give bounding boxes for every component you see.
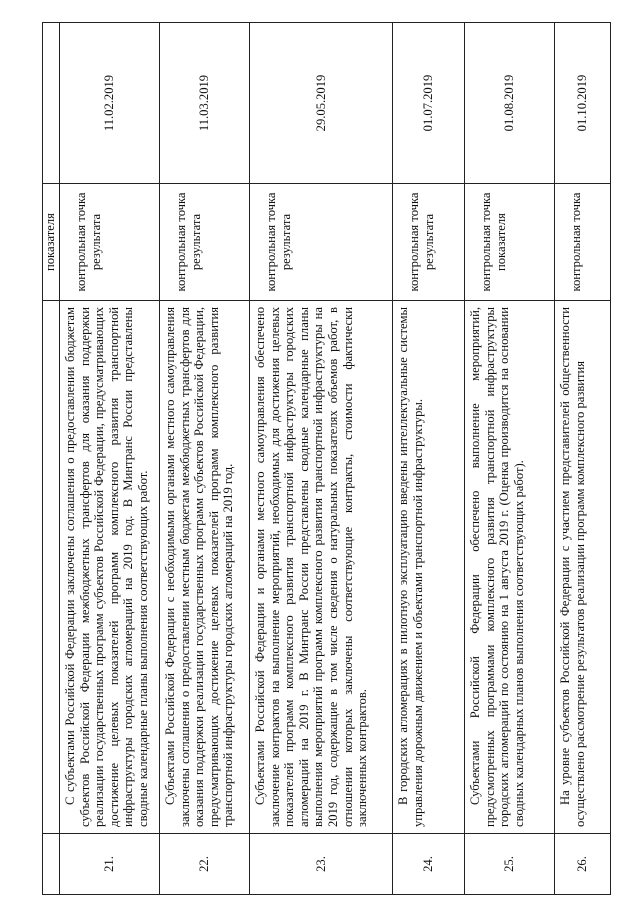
row-type: контрольная точка <box>555 184 611 301</box>
table-row <box>60 23 160 895</box>
row-description: Субъектами Российской Федерации и органами местного самоуправления обеспечено заключение контрактов на выполнение мероприятий, необходимых для достижения целевых показателей программ комплексного развития транспортной инфраструктуры городских агломераций на 2019 г. В Минтранс России представлены сводные календарные планы выполнения мероприятий программ комплексного развития транспортной инфраструктуры на 2019 год, содержащие в том числе сведения о натуральных показателях объемов работ, в отношении которых заключены соответствующие контракты, стоимости фактически заключенных контрактов. <box>250 301 393 834</box>
row-number: 23. <box>250 834 393 895</box>
header-num-cell <box>43 834 60 895</box>
row-date: 01.07.2019 <box>393 23 465 184</box>
header-desc-cell <box>43 301 60 834</box>
row-number: 25. <box>465 834 555 895</box>
table-row <box>555 23 611 895</box>
table-row <box>160 23 250 895</box>
row-date: 11.03.2019 <box>160 23 250 184</box>
row-date: 29.05.2019 <box>250 23 393 184</box>
table-row <box>393 23 465 895</box>
row-type: контрольная точка результата <box>60 184 160 301</box>
row-date: 11.02.2019 <box>60 23 160 184</box>
row-description: С субъектами Российской Федерации заключены соглашения о предоставлении бюджетам субъектов Российской Федерации межбюджетных трансфертов для оказания поддержки реализации государственных программ субъектов Российской Федерации, предусматривающих достижение целевых показателей программ комплексного развития транспортной инфраструктуры городских агломераций на 2019 год. В Минтранс России представлены сводные календарные планы выполнения соответствующих работ. <box>60 301 160 834</box>
row-number: 21. <box>60 834 160 895</box>
row-type: контрольная точка результата <box>393 184 465 301</box>
row-number: 22. <box>160 834 250 895</box>
table-row <box>250 23 393 895</box>
row-type: контрольная точка показателя <box>465 184 555 301</box>
header-type-cell: показателя <box>43 184 60 301</box>
table-header-row <box>43 23 60 895</box>
row-number: 26. <box>555 834 611 895</box>
row-description: Субъектами Российской Федерации с необходимыми органами местного самоуправления заключены соглашения о предоставлении местным бюджетам межбюджетных трансфертов для оказания поддержки реализации государственных программ субъектов Российской Федерации, предусматривающих достижение целевых показателей программ комплексного развития транспортной инфраструктуры городских агломераций на 2019 год. <box>160 301 250 834</box>
row-type: контрольная точка результата <box>250 184 393 301</box>
row-description: Субъектами Российской Федерации обеспечено выполнение мероприятий, предусмотренных программами комплексного развития транспортной инфраструктуры городских агломераций по состоянию на 1 августа 2019 г. (Оценка производится на основании сводных календарных планов выполнения соответствующих работ). <box>465 301 555 834</box>
row-date: 01.08.2019 <box>465 23 555 184</box>
header-date-cell <box>43 23 60 184</box>
row-type: контрольная точка результата <box>160 184 250 301</box>
row-number: 24. <box>393 834 465 895</box>
row-description: В городских агломерациях в пилотную эксплуатацию введены интеллектуальные системы управления дорожным движением и объектами транспортной инфраструктуры. <box>393 301 465 834</box>
row-description: На уровне субъектов Российской Федерации с участием представителей общественности осуществлено рассмотрение результатов реализации программ комплексного развития <box>555 301 611 834</box>
milestones-table <box>42 22 611 895</box>
row-date: 01.10.2019 <box>555 23 611 184</box>
table-row <box>465 23 555 895</box>
